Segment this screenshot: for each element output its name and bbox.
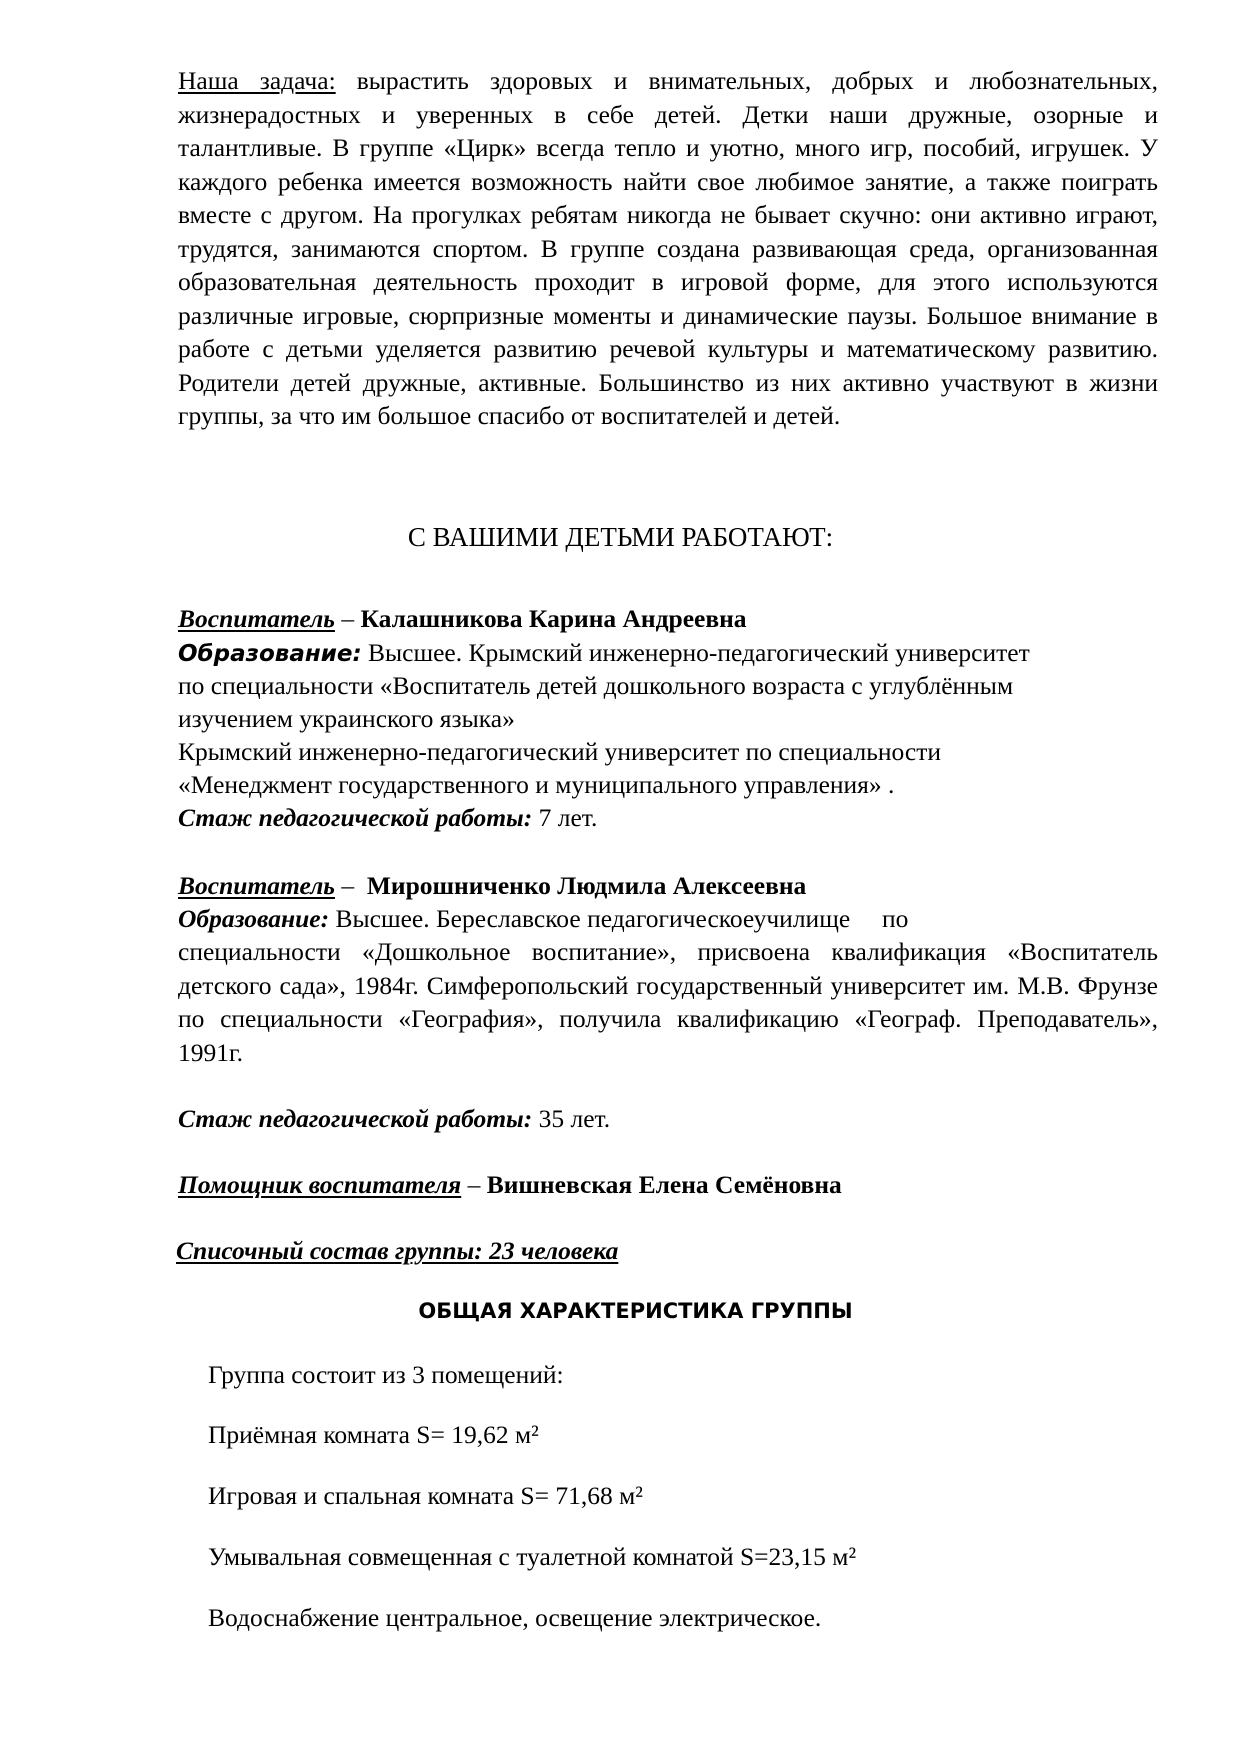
utilities: Водоснабжение центральное, освещение электрическое. [208, 1603, 822, 1632]
rooms-intro: Группа состоит из 3 помещений: [208, 1360, 564, 1389]
intro-text: вырастить здоровых и внимательных, добрых и любознательных, жизнерадостных и уверенных в себе детей. Детки наши дружные, озорные и талантливые. В группе «Цирк» всегда тепло и уютно, много игр, пособий, игрушек. У каждого ребенка имеется возможность найти свое любимое занятие, а также поиграть вместе с другом. На прогулках ребятам никогда не бывает скучно: они активно играют, трудятся, занимаются спортом. В группе создана развивающая среда, организованная образовательная деятельность проходит в игровой форме, для этого используются различные игровые, сюрпризные моменты и динамические паузы. Большое внимание в работе с детьми уделяется развитию речевой культуры и математическому развитию. Родители детей дружные, активные. Большинство из них активно участвуют в жизни группы, за что им большое спасибо от воспитателей и детей. [178, 66, 1159, 430]
room-item: Умывальная совмещенная с туалетной комнатой S=23,15 м² [208, 1542, 857, 1571]
staff-1-education-line: по специальности «Воспитатель детей дошкольного возраста с углублённым [178, 671, 1014, 700]
staff-2-education-label: Образование: [178, 904, 330, 933]
staff-2-experience [178, 1102, 610, 1135]
staff-1-experience-value: 7 лет. [532, 803, 598, 832]
staff-2-experience-value: 35 лет. [532, 1104, 611, 1133]
staff-2-name: Мирошниченко Людмила Алексеевна [366, 871, 807, 900]
staff-3-name: Вишневская Елена Семёновна [486, 1170, 842, 1199]
staff-2-experience-label: Стаж педагогической работы: [178, 1104, 533, 1133]
staff-3-title [178, 1168, 842, 1201]
staff-1-education-label: Образование: [178, 641, 362, 667]
staff-1-title [178, 602, 747, 635]
staff-2-dash: – [334, 871, 367, 900]
staff-1-experience-label: Стаж педагогической работы: [178, 803, 533, 832]
room-item: Приёмная комната S= 19,62 м² [208, 1420, 539, 1449]
staff-2-education-text: специальности «Дошкольное воспитание», присвоена квалификация «Воспитатель детского сада», 1984г. Симферопольский государственный университет им. М.В. Фрунзе по специальности «География», получила квалификацию «Географ. Преподаватель», 1991г. [178, 937, 1158, 1067]
staff-1-name: Калашникова Карина Андреевна [360, 604, 747, 633]
staff-1-education [178, 636, 1030, 671]
group-size: Списочный состав группы: 23 человека [176, 1236, 619, 1265]
staff-1-education-line: Высшее. Крымский инженерно-педагогический университет [361, 638, 1030, 667]
staff-2-education-first: Высшее. Береславское педагогическоеучилище по [329, 904, 909, 933]
staff-1-education-line: «Менеджмент государственного и муниципального управления» . [178, 770, 895, 799]
intro-label: Наша задача: [178, 66, 336, 95]
staff-2-title [178, 869, 806, 902]
staff-1-education-line: изучением украинского языка» [178, 704, 515, 733]
staff-3-dash: – [461, 1170, 487, 1199]
staff-2-role: Воспитатель [178, 871, 335, 900]
intro-paragraph [178, 64, 1158, 433]
room-item: Игровая и спальная комната S= 71,68 м² [208, 1481, 643, 1510]
characteristics-heading: ОБЩАЯ ХАРАКТЕРИСТИКА ГРУППЫ [418, 1299, 853, 1323]
staff-heading: С ВАШИМИ ДЕТЬМИ РАБОТАЮТ: [407, 522, 834, 552]
staff-3-role: Помощник воспитателя [178, 1170, 462, 1199]
staff-1-dash: – [334, 604, 361, 633]
staff-1-education-line: Крымский инженерно-педагогический университет по специальности [178, 737, 941, 766]
staff-1-role: Воспитатель [178, 604, 335, 633]
staff-2-education [178, 902, 908, 935]
staff-1-experience [178, 801, 597, 834]
